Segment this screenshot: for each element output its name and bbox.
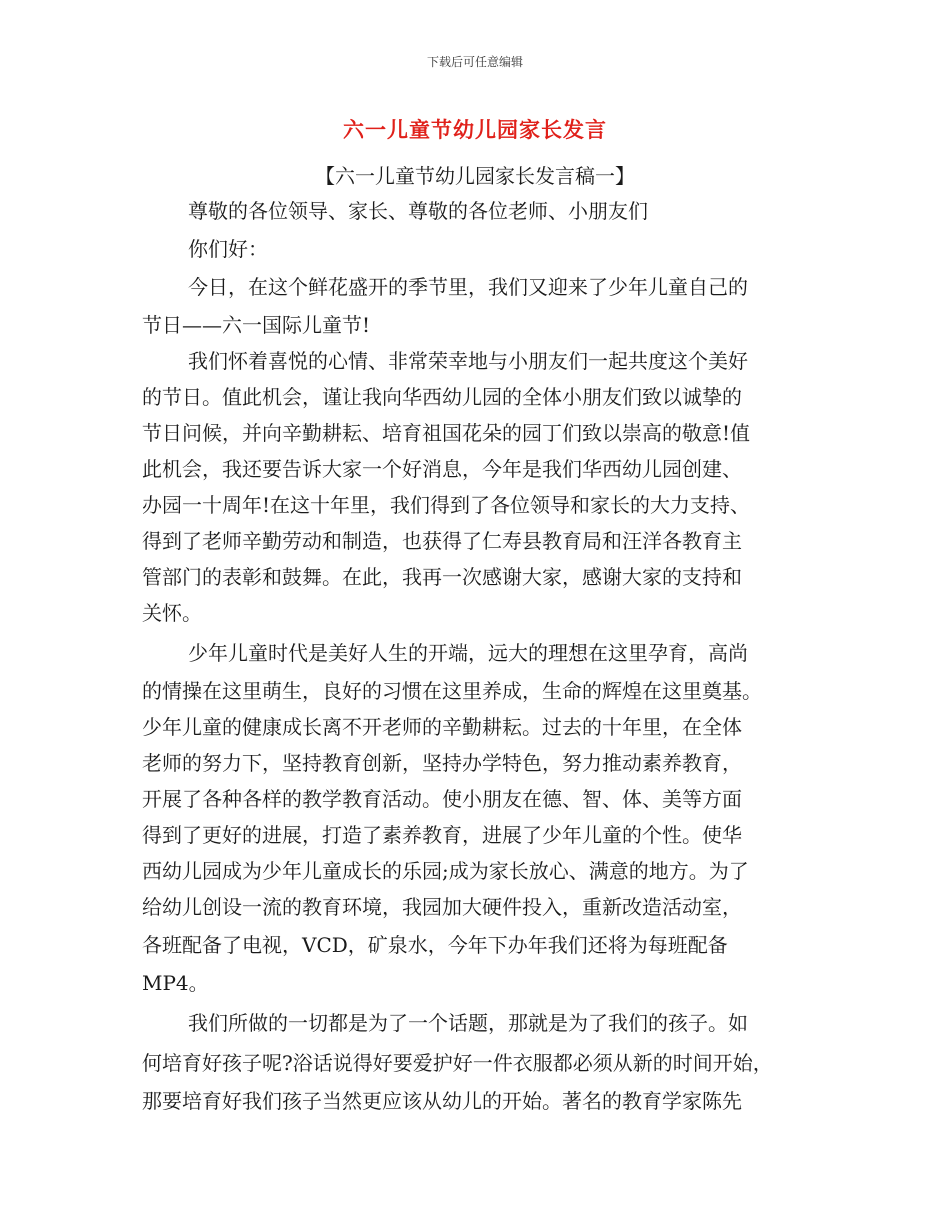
paragraph-line: 得到了老师辛勤劳动和制造，也获得了仁寿县教育局和汪洋各教育主 xyxy=(142,529,742,553)
paragraph-line: 西幼儿园成为少年儿童成长的乐园;成为家长放心、满意的地方。为了 xyxy=(142,859,749,883)
paragraph-line: 少年儿童的健康成长离不开老师的辛勤耕耘。过去的十年里，在全体 xyxy=(142,715,742,739)
paragraph-line: 何培育好孩子呢?浴话说得好要爱护好一件衣服都必须从新的时间开始， xyxy=(142,1051,773,1075)
paragraph-line: 开展了各种各样的教学教育活动。使小朋友在德、智、体、美等方面 xyxy=(142,787,742,811)
paragraph-line: 办园一十周年!在这十年里，我们得到了各位领导和家长的大力支持、 xyxy=(142,493,751,517)
paragraph-line: 各班配备了电视，VCD，矿泉水，今年下办年我们还将为每班配备 xyxy=(142,933,728,957)
document-subtitle: 【六一儿童节幼儿园家长发言稿一】 xyxy=(315,164,635,188)
greeting-line: 你们好： xyxy=(188,237,268,261)
paragraph-line: 管部门的表彰和鼓舞。在此，我再一次感谢大家，感谢大家的支持和 xyxy=(142,565,742,589)
paragraph-line: 的情操在这里萌生，良好的习惯在这里养成，生命的辉煌在这里奠基。 xyxy=(142,679,762,703)
paragraph-line: 的节日。值此机会，谨让我向华西幼儿园的全体小朋友们致以诚挚的 xyxy=(142,385,742,409)
paragraph-line: 那要培育好我们孩子当然更应该从幼儿的开始。著名的教育学家陈先 xyxy=(142,1089,742,1113)
page-header-note: 下载后可任意编辑 xyxy=(426,55,523,69)
paragraph-line: 此机会，我还要告诉大家一个好消息，今年是我们华西幼儿园创建、 xyxy=(142,457,742,481)
paragraph-line: 节日问候，并向辛勤耕耘、培育祖国花朵的园丁们致以崇高的敬意!值 xyxy=(142,421,751,445)
paragraph-line: 我们所做的一切都是为了一个话题，那就是为了我们的孩子。如 xyxy=(188,1011,748,1035)
paragraph-line: 今日，在这个鲜花盛开的季节里，我们又迎来了少年儿童自己的 xyxy=(188,275,748,299)
paragraph-line: 我们怀着喜悦的心情、非常荣幸地与小朋友们一起共度这个美好 xyxy=(188,349,748,373)
paragraph-line: 老师的努力下，坚持教育创新，坚持办学特色，努力推动素养教育， xyxy=(142,751,742,775)
paragraph-line: 给幼儿创设一流的教育环境，我园加大硬件投入，重新改造活动室， xyxy=(142,895,742,919)
paragraph-line: 关怀。 xyxy=(142,601,202,625)
paragraph-line: 得到了更好的进展，打造了素养教育，进展了少年儿童的个性。使华 xyxy=(142,823,742,847)
document-title: 六一儿童节幼儿园家长发言 xyxy=(343,118,607,142)
paragraph-line: MP4。 xyxy=(142,971,209,995)
salutation-line: 尊敬的各位领导、家长、尊敬的各位老师、小朋友们 xyxy=(188,199,648,223)
paragraph-line: 少年儿童时代是美好人生的开端，远大的理想在这里孕育，高尚 xyxy=(188,641,748,665)
paragraph-line: 节日——六一国际儿童节! xyxy=(142,313,371,337)
